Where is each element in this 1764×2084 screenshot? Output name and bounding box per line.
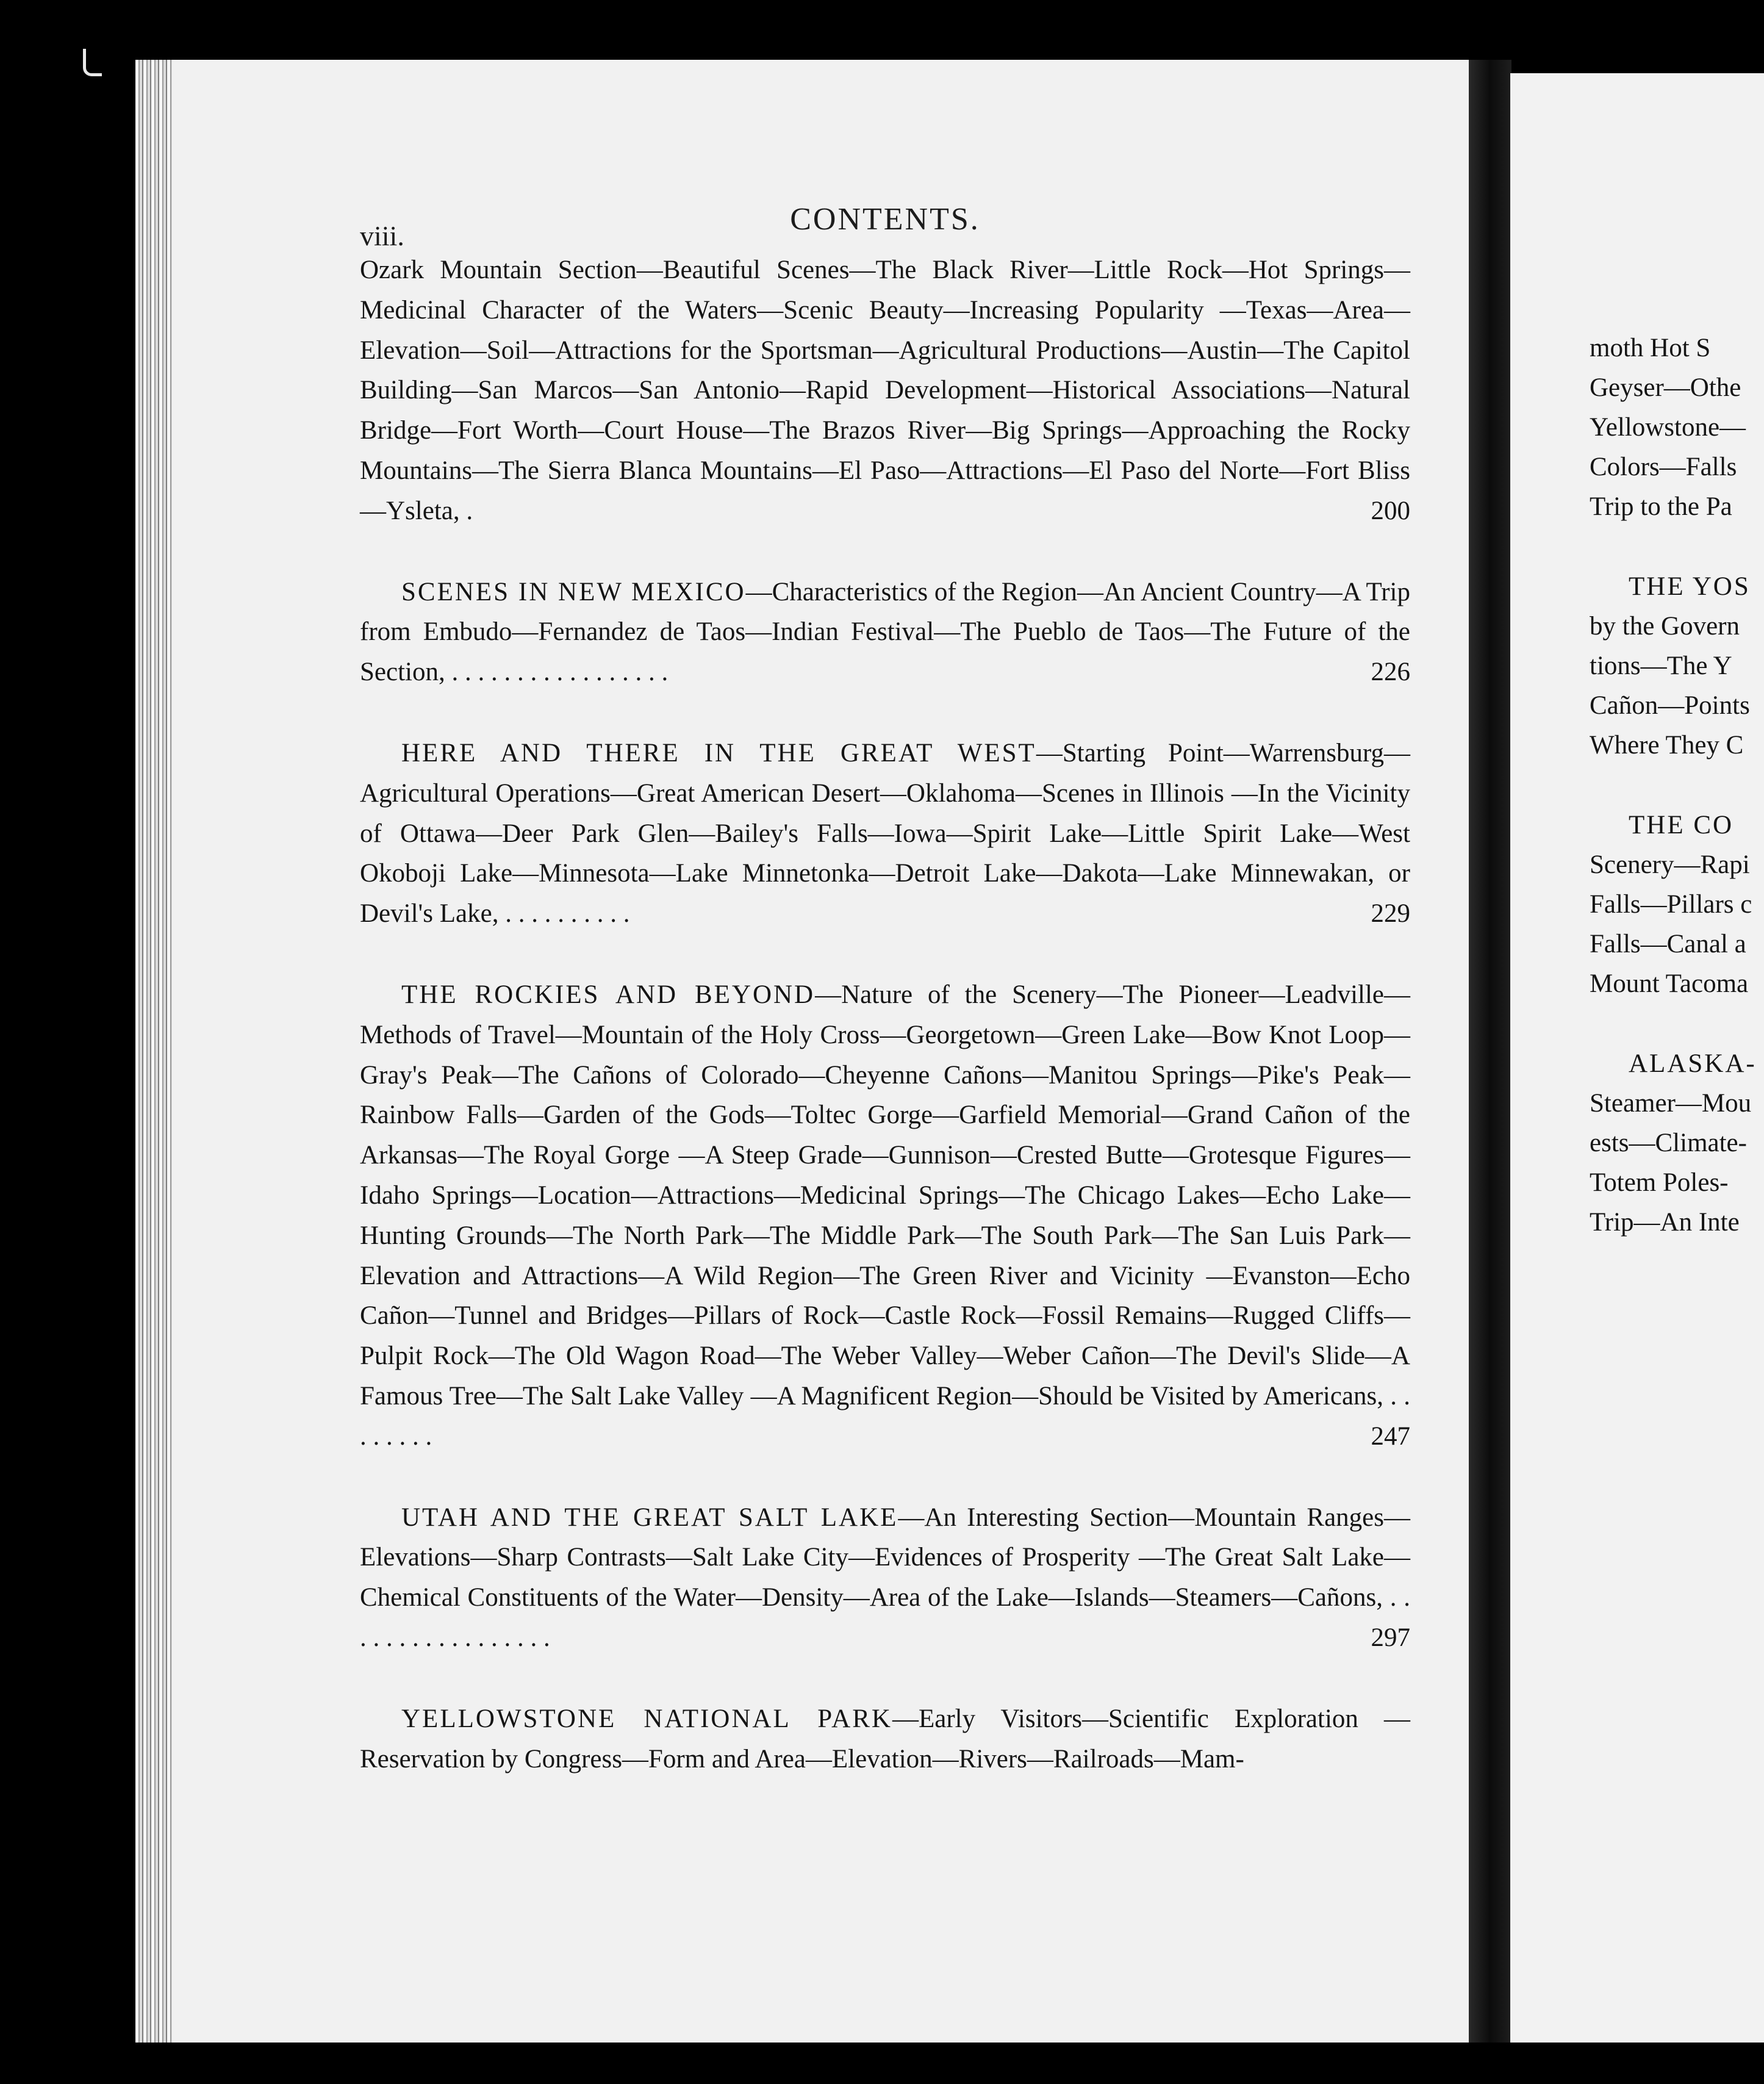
toc-entry [360, 733, 1410, 934]
facing-line: Falls—Pillars c [1590, 890, 1752, 919]
facing-line: Trip to the Pa [1590, 492, 1732, 521]
facing-line: Geyser—Othe [1590, 373, 1741, 402]
facing-line: THE YOS [1629, 572, 1751, 601]
entry-text: Ozark Mountain Section—Beautiful Scenes—The Black River—Little Rock—Hot Springs—Medicinal Character of the Waters—Scenic Beauty—Increasing Popularity —Texas—Area—Elevation—Soil—Attractions for the Sportsman—Agricultural Productions—Austin—The Capitol Building—San Marcos—San Antonio—Rapid Development—Historical Associations—Natural Bridge—Fort Worth—Court House—The Brazos River—Big Springs—Approaching the Rocky Mountains—The Sierra Blanca Mountains—El Paso—Attractions—El Paso del Norte—Fort Bliss—Ysleta, [360, 256, 1410, 525]
toc-entry [360, 975, 1410, 1457]
facing-line: Steamer—Mou [1590, 1089, 1752, 1118]
entry-heading: YELLOWSTONE NATIONAL PARK [401, 1704, 892, 1733]
facing-line: Cañon—Points [1590, 691, 1750, 720]
facing-line: Mount Tacoma [1590, 969, 1749, 998]
page-numeral: viii. [360, 220, 404, 251]
facing-page [1510, 73, 1764, 2043]
edge-mark [83, 49, 102, 76]
toc-entry [360, 1498, 1410, 1658]
facing-line: Trip—An Inte [1590, 1208, 1740, 1237]
entry-heading: SCENES IN NEW MEXICO [401, 577, 746, 606]
entry-heading: HERE AND THERE IN THE GREAT WEST [401, 738, 1036, 767]
dot-leaders: . . . . . . . . . . . . . . . . . [445, 658, 669, 687]
dot-leaders: . . . . . . . . [360, 1381, 1410, 1451]
page-number: 247 [1371, 1421, 1410, 1451]
facing-line: Scenery—Rapi [1590, 850, 1750, 879]
facing-line: THE CO [1629, 811, 1734, 839]
page-title: CONTENTS. [790, 202, 980, 237]
entry-text: —An Interesting Section—Mountain Ranges—Elevations—Sharp Contrasts—Salt Lake City—Evidences of Prosperity —The Great Salt Lake—Chemical Constituents of the Water—Density—Area of the Lake—Islands—Steamers—Cañons, [360, 1503, 1410, 1612]
facing-entry [1590, 1044, 1764, 1242]
facing-line: Where They C [1590, 731, 1744, 760]
page-edges [135, 60, 173, 2043]
running-head [360, 201, 1410, 250]
entry-text: —Nature of the Scenery—The Pioneer—Leadville—Methods of Travel—Mountain of the Holy Cross—Georgetown—Green Lake—Bow Knot Loop—Gray's Peak—The Cañons of Colorado—Cheyenne Cañons—Manitou Springs—Pike's Peak—Rainbow Falls—Garden of the Gods—Toltec Gorge—Garfield Memorial—Grand Cañon of the Arkansas—The Royal Gorge —A Steep Grade—Gunnison—Crested Butte—Grotesque Figures—Idaho Springs—Location—Attractions—Medicinal Springs—The Chicago Lakes—Echo Lake—Hunting Grounds—The North Park—The Middle Park—The South Park—The San Luis Park—Elevation and Attractions—A Wild Region—The Green River and Vicinity —Evanston—Echo Cañon—Tunnel and Bridges—Pillars of Rock—Castle Rock—Fossil Remains—Rugged Cliffs—Pulpit Rock—The Old Wagon Road—The Weber Valley—Weber Cañon—The Devil's Slide—A Famous Tree—The Salt Lake Valley —A Magnificent Region—Should be Visited by Americans, [360, 980, 1411, 1410]
dot-leaders: . . . . . . . . . . . . . . . . . [360, 1583, 1410, 1652]
facing-entry [1590, 567, 1764, 765]
facing-entry [1590, 805, 1764, 1004]
facing-page-text [1590, 328, 1764, 1282]
entry-text: —Starting Point—Warrensburg—Agricultural Operations—Great American Desert—Oklahoma—Scenes in Illinois —In the Vicinity of Ottawa—Deer Park Glen—Bailey's Falls—Iowa—Spirit Lake—Little Spirit Lake—West Okoboji Lake—Minnesota—Lake Minnetonka—Detroit Lake—Dakota—Lake Minnewakan, or Devil's Lake, [360, 738, 1410, 929]
dot-leaders: . . . . . . . . . . [498, 899, 630, 929]
page-number: 297 [1371, 1623, 1410, 1652]
entry-text: —Early Visitors—Scientific Exploration —Reservation by Congress—Form and Area—Elevation—Rivers—Railroads—Mam- [360, 1704, 1411, 1773]
entry-heading: UTAH AND THE GREAT SALT LAKE [401, 1503, 898, 1532]
facing-line: ests—Climate- [1590, 1129, 1747, 1157]
contents-list [360, 250, 1410, 1820]
toc-entry [360, 250, 1410, 531]
facing-line: by the Govern [1590, 612, 1740, 641]
dot-leaders: . [459, 496, 473, 525]
entry-text: —Characteristics of the Region—An Ancient Country—A Trip from Embudo—Fernandez de Taos—Indian Festival—The Pueblo de Taos—The Future of the Section, [360, 577, 1410, 687]
facing-entry [1590, 328, 1764, 526]
facing-line: tions—The Y [1590, 652, 1732, 680]
toc-entry [360, 1699, 1410, 1780]
book-gutter [1469, 60, 1511, 2043]
page-number: 200 [1371, 496, 1410, 525]
facing-line: Falls—Canal a [1590, 930, 1746, 958]
page-number: 226 [1371, 658, 1410, 687]
facing-line: Yellowstone— [1590, 413, 1746, 442]
facing-line: moth Hot S [1590, 334, 1711, 362]
facing-line: Totem Poles- [1590, 1168, 1729, 1197]
facing-line: ALASKA- [1629, 1049, 1757, 1078]
entry-heading: THE ROCKIES AND BEYOND [401, 980, 816, 1009]
facing-line: Colors—Falls [1590, 453, 1737, 481]
toc-entry [360, 572, 1410, 692]
page-number: 229 [1371, 899, 1410, 929]
